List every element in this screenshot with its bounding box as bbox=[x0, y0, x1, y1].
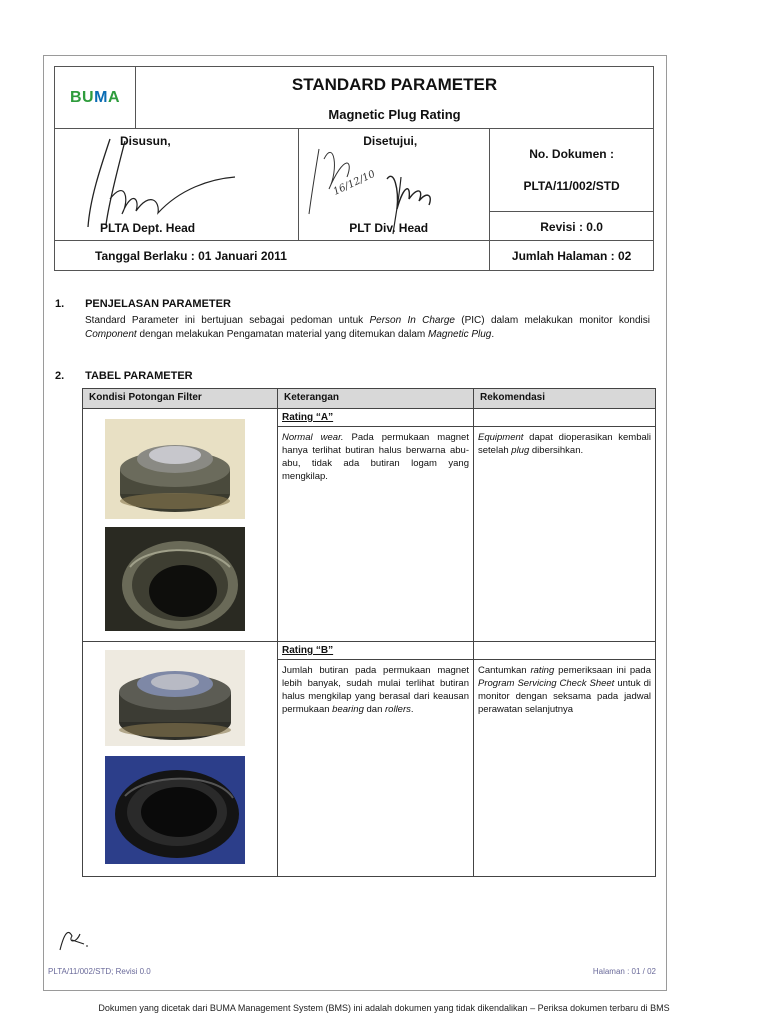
rating-a-empty-cell bbox=[474, 409, 656, 427]
rating-a-recommendation-cell bbox=[474, 427, 656, 642]
photo-cell-a bbox=[83, 409, 278, 642]
section-table-title bbox=[55, 370, 193, 382]
rating-b-description: Jumlah butiran pada permukaan magnet lebih banyak, sudah mulai terlihat butiran halus mengkilap yang berasal dari keausan permukaan bearing dan rollers. bbox=[282, 665, 469, 715]
prepared-label: Disusun, bbox=[120, 134, 171, 148]
approved-label: Disetujui, bbox=[363, 134, 418, 148]
document-page bbox=[43, 55, 667, 991]
initials-signature bbox=[54, 922, 94, 956]
rating-a-description-cell bbox=[278, 427, 474, 642]
title-cell bbox=[136, 67, 654, 129]
footer-doc-ref: PLTA/11/002/STD; Revisi 0.0 bbox=[48, 967, 151, 976]
section2-title: TABEL PARAMETER bbox=[85, 370, 193, 382]
document-title: STANDARD PARAMETER bbox=[291, 75, 498, 94]
page-count-cell bbox=[490, 241, 654, 271]
footer-page-number: Halaman : 01 / 02 bbox=[592, 967, 656, 976]
magnetic-plug-photo-b-bottom bbox=[105, 756, 245, 864]
table-row bbox=[83, 409, 656, 427]
rating-b-cell bbox=[278, 642, 474, 660]
rating-a-cell bbox=[278, 409, 474, 427]
rating-b-recommendation: Cantumkan rating pemeriksaan ini pada Program Servicing Check Sheet untuk di monitor dengan seksama pada jadwal perawatan selanjutnya bbox=[478, 665, 652, 715]
section-explanation bbox=[55, 298, 655, 342]
section2-number: 2. bbox=[55, 370, 65, 382]
section1-number: 1. bbox=[55, 298, 65, 310]
prepared-signature bbox=[70, 129, 260, 229]
photo-cell-b bbox=[83, 642, 278, 877]
prepared-role: PLTA Dept. Head bbox=[100, 221, 196, 235]
doc-no: PLTA/11/002/STD bbox=[523, 179, 620, 193]
logo-cell bbox=[55, 67, 136, 129]
section1-title: PENJELASAN PARAMETER bbox=[85, 298, 231, 310]
rating-a-label: Rating “A” bbox=[282, 412, 334, 423]
rating-a-description: Normal wear. Pada permukaan magnet hanya terlihat butiran halus berwarna abu-abu, tidak ada butiran logam yang mengkilap. bbox=[282, 432, 469, 482]
buma-logo: BUMA bbox=[70, 88, 120, 106]
col-header-description: Keterangan bbox=[278, 389, 474, 409]
document-subtitle: Magnetic Plug Rating bbox=[328, 107, 461, 122]
prepared-cell bbox=[55, 129, 299, 241]
effective-date: Tanggal Berlaku : 01 Januari 2011 bbox=[95, 248, 287, 263]
table-row bbox=[83, 642, 656, 660]
col-header-recommendation: Rekomendasi bbox=[474, 389, 656, 409]
rating-b-empty-cell bbox=[474, 642, 656, 660]
revision: Revisi : 0.0 bbox=[540, 220, 603, 234]
doc-no-label: No. Dokumen : bbox=[529, 147, 614, 161]
page-count: Jumlah Halaman : 02 bbox=[511, 248, 632, 263]
document-header bbox=[54, 66, 654, 271]
magnetic-plug-photo-b-top bbox=[105, 650, 245, 746]
approved-role: PLT Div. Head bbox=[349, 221, 429, 235]
section1-paragraph: Standard Parameter ini bertujuan sebagai pedoman untuk Person In Charge (PIC) dalam melakukan monitor kondisi Component dengan melakukan Pengamatan material yang ditemukan dalam Magnetic Plug. bbox=[85, 315, 650, 340]
approved-cell bbox=[299, 129, 490, 241]
magnetic-plug-photo-a-top bbox=[105, 419, 245, 519]
col-header-condition: Kondisi Potongan Filter bbox=[83, 389, 278, 409]
rating-b-description-cell bbox=[278, 660, 474, 877]
doc-info-cell bbox=[490, 129, 654, 241]
parameter-table bbox=[82, 388, 656, 877]
rating-b-label: Rating “B” bbox=[282, 645, 334, 656]
magnetic-plug-photo-a-bottom bbox=[105, 527, 245, 631]
rating-b-recommendation-cell bbox=[474, 660, 656, 877]
effective-date-cell bbox=[55, 241, 490, 271]
svg-text:16/12/10: 16/12/10 bbox=[331, 168, 378, 198]
rating-a-recommendation: Equipment dapat dioperasikan kembali setelah plug dibersihkan. bbox=[478, 432, 651, 456]
uncontrolled-copy-disclaimer: Dokumen yang dicetak dari BUMA Management System (BMS) ini adalah dokumen yang tidak dikendalikan – Periksa dokumen terbaru di BMS bbox=[98, 1003, 670, 1013]
